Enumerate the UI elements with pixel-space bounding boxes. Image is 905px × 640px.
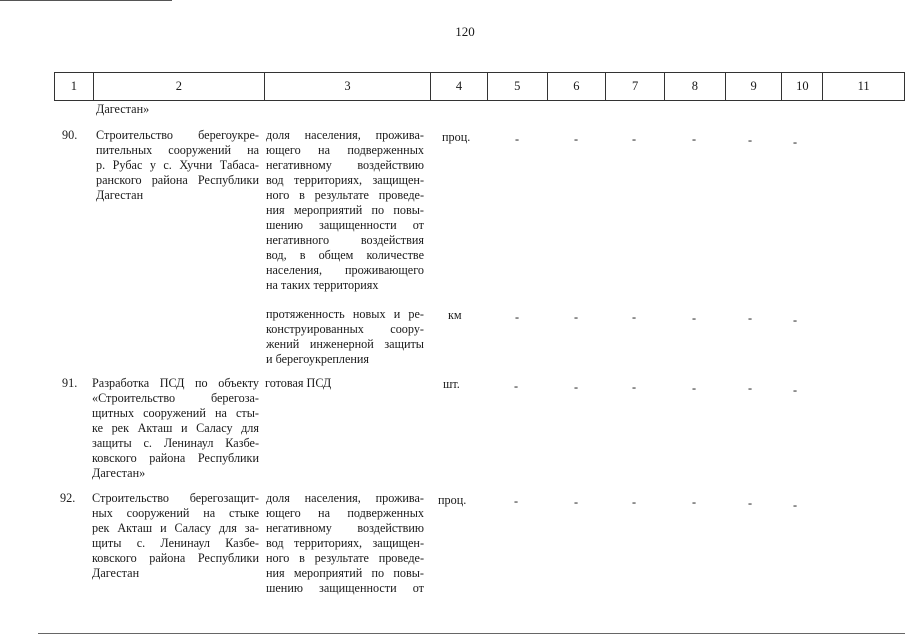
column-header-10: 10	[782, 73, 823, 101]
value-dash: -	[747, 311, 753, 325]
column-header-2: 2	[93, 73, 264, 101]
row-name-line: Дагестан	[92, 566, 140, 580]
top-rule	[0, 0, 172, 1]
indicator-line: готовая ПСД	[265, 376, 332, 390]
indicator-line: негативному воздействию	[266, 158, 424, 172]
column-header-11: 11	[823, 73, 905, 101]
value-dash: -	[747, 381, 753, 395]
value-dash: -	[691, 311, 697, 325]
indicator-line: шению защищенности от	[266, 218, 424, 232]
row-name	[92, 491, 259, 581]
indicator-line: жений инженерной защиты	[266, 337, 424, 351]
indicator-line: доля населения, прожива-	[266, 128, 424, 142]
row-name-line: щиты с. Ленинаул Казбе-	[92, 536, 259, 550]
value-dash: -	[573, 310, 579, 324]
value-dash: -	[747, 496, 753, 510]
column-header-3: 3	[264, 73, 430, 101]
row-name-line: ковского района Республики	[92, 451, 259, 465]
indicator-line: ного в результате проведе-	[266, 551, 424, 565]
indicator	[266, 491, 424, 596]
row-number: 92.	[60, 491, 76, 505]
carryover-name: Дагестан»	[96, 102, 150, 116]
row-name-line: Разработка ПСД по объекту	[92, 376, 259, 390]
value-dash: -	[514, 132, 520, 146]
value-dash: -	[691, 495, 697, 509]
indicator-line: ного в результате проведе-	[266, 188, 424, 202]
row-name-line: ковского района Республики	[92, 551, 259, 565]
row-name-line: рек Акташ и Саласу для за-	[92, 521, 259, 535]
column-header-5: 5	[487, 73, 547, 101]
row-name-line: пительных сооружений на	[96, 143, 259, 157]
indicator-line: ния мероприятий по повы-	[266, 566, 424, 580]
value-dash: -	[792, 313, 798, 327]
indicator-line: населения, проживающего	[266, 263, 424, 277]
indicator-line: конструированных соору-	[266, 322, 424, 336]
unit: шт.	[443, 377, 460, 391]
value-dash: -	[573, 380, 579, 394]
row-name-line: Дагестан	[96, 188, 144, 202]
bottom-rule	[38, 633, 905, 634]
indicator	[265, 376, 331, 391]
value-dash: -	[513, 494, 519, 508]
unit: проц.	[442, 130, 471, 144]
row-name	[96, 128, 259, 203]
row-name-line: ных сооружений на стыке	[92, 506, 259, 520]
column-header-8: 8	[665, 73, 726, 101]
indicator-line: доля населения, прожива-	[266, 491, 424, 505]
indicator-line: вод, в общем количестве	[266, 248, 424, 262]
page-number: 120	[455, 24, 475, 39]
indicator	[266, 128, 424, 293]
row-name-line: Строительство берегоукре-	[96, 128, 259, 142]
value-dash: -	[792, 383, 798, 397]
indicator-line: ющего на подверженных	[266, 506, 424, 520]
indicator-line: ющего на подверженных	[266, 143, 424, 157]
indicator-line: негативного воздействия	[266, 233, 424, 247]
value-dash: -	[513, 379, 519, 393]
indicator-line: на таких территориях	[266, 278, 379, 292]
value-dash: -	[631, 310, 637, 324]
value-dash: -	[747, 133, 753, 147]
unit: проц.	[438, 493, 467, 507]
column-header-4: 4	[431, 73, 488, 101]
value-dash: -	[691, 132, 697, 146]
row-number: 91.	[62, 376, 78, 390]
row-name	[92, 376, 259, 481]
row-name-line: Дагестан»	[92, 466, 146, 480]
row-name-line: защиты с. Ленинаул Казбе-	[92, 436, 259, 450]
indicator-line: ния мероприятий по повы-	[266, 203, 424, 217]
column-header-1: 1	[55, 73, 94, 101]
value-dash: -	[573, 495, 579, 509]
value-dash: -	[514, 310, 520, 324]
row-number: 90.	[62, 128, 78, 142]
column-header-7: 7	[606, 73, 665, 101]
value-dash: -	[573, 132, 579, 146]
indicator-line: протяженность новых и ре-	[266, 307, 424, 321]
indicator-line: шению защищенности от	[266, 581, 424, 595]
column-header-9: 9	[725, 73, 782, 101]
indicator-line: вод территориях, защищен-	[266, 173, 424, 187]
row-name-line: щитных сооружений на сты-	[92, 406, 259, 420]
row-name-line: ранского района Республики	[96, 173, 259, 187]
value-dash: -	[792, 498, 798, 512]
unit: км	[448, 308, 462, 322]
column-header-table	[54, 72, 905, 101]
row-name-line: р. Рубас у с. Хучни Табаса-	[96, 158, 259, 172]
row-name-line: Строительство берегозащит-	[92, 491, 259, 505]
value-dash: -	[792, 135, 798, 149]
row-name-line: «Строительство берегоза-	[92, 391, 259, 405]
value-dash: -	[631, 495, 637, 509]
row-name-line: ке рек Акташ и Саласу для	[92, 421, 259, 435]
value-dash: -	[631, 132, 637, 146]
value-dash: -	[691, 381, 697, 395]
indicator-line: негативному воздействию	[266, 521, 424, 535]
indicator-line: вод территориях, защищен-	[266, 536, 424, 550]
value-dash: -	[631, 380, 637, 394]
indicator-line: и берегоукрепления	[266, 352, 370, 366]
indicator	[266, 307, 424, 367]
column-header-6: 6	[547, 73, 606, 101]
